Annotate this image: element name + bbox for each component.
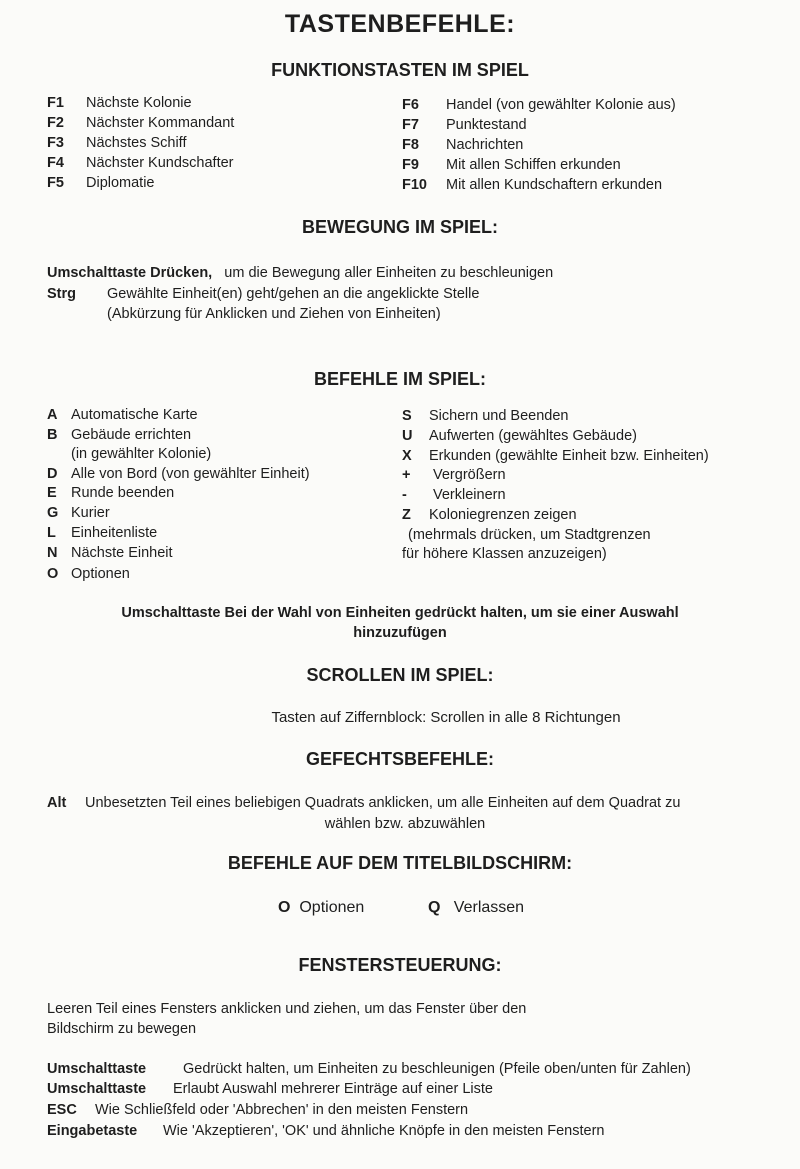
list-item [402, 448, 709, 464]
list-item [47, 1102, 468, 1118]
list-item [402, 137, 523, 153]
key-description: Koloniegrenzen zeigen [429, 507, 577, 523]
movement-shift-row [47, 265, 553, 281]
list-item [47, 525, 157, 541]
key-label: Umschalttaste [47, 1061, 147, 1077]
key-label: F7 [402, 117, 419, 133]
key-label: F6 [402, 97, 419, 113]
key-description: Nächster Kommandant [86, 115, 235, 131]
key-label: Alt [47, 795, 67, 811]
key-description: Verlassen [453, 899, 525, 916]
key-label: S [402, 408, 412, 424]
key-label: F4 [47, 155, 64, 171]
list-item [402, 428, 637, 444]
key-description: Wie Schließfeld oder 'Abbrechen' in den meisten Fenstern [95, 1102, 469, 1118]
key-description: Nachrichten [446, 137, 524, 153]
key-label: Z [402, 507, 411, 523]
list-item [402, 507, 577, 523]
list-item [47, 115, 234, 131]
key-label: Umschalttaste [47, 1081, 147, 1097]
key-description: Erkunden (gewählte Einheit bzw. Einheiten) [429, 448, 709, 464]
key-label: U [402, 428, 413, 444]
list-item [47, 466, 310, 482]
list-item [47, 407, 198, 423]
list-item [47, 1123, 605, 1139]
key-description: Nächstes Schiff [86, 135, 187, 151]
key-label: ESC [47, 1102, 77, 1118]
combat-description-line-2: wählen bzw. abzuwählen [324, 816, 486, 832]
movement-heading: BEWEGUNG IM SPIEL: [301, 217, 498, 237]
list-item [47, 545, 173, 561]
list-item [402, 487, 506, 503]
key-description: Mit allen Schiffen erkunden [446, 157, 621, 173]
key-label: - [402, 487, 407, 503]
list-item [47, 446, 211, 462]
window-control-intro-line-2: Bildschirm zu bewegen [47, 1021, 197, 1037]
window-control-intro-line-1: Leeren Teil eines Fensters anklicken und ziehen, um das Fenster über den [47, 1001, 527, 1017]
key-label: A [47, 407, 58, 423]
window-control-heading: FENSTERSTEUERUNG: [298, 955, 502, 975]
key-label: B [47, 427, 58, 443]
key-description: (in gewählter Kolonie) [71, 446, 212, 462]
key-description: Runde beenden [71, 485, 175, 501]
combat-heading: GEFECHTSBEFEHLE: [305, 749, 494, 769]
combat-row [47, 795, 680, 811]
title-screen-option-q [428, 899, 524, 917]
title-screen-option-o [278, 899, 364, 917]
z-note-line-2: für höhere Klassen anzuzeigen) [402, 546, 607, 562]
key-description: Aufwerten (gewähltes Gebäude) [429, 428, 637, 444]
key-label: F3 [47, 135, 64, 151]
key-label: O [278, 899, 291, 916]
key-description: Alle von Bord (von gewählter Einheit) [71, 466, 310, 482]
shift-select-note-line-2: hinzuzufügen [353, 625, 447, 641]
key-description: Kurier [71, 505, 110, 521]
key-label: Q [428, 899, 441, 916]
key-label: N [47, 545, 58, 561]
key-description: Diplomatie [86, 175, 155, 191]
key-description: Optionen [71, 566, 130, 582]
key-description: Vergrößern [433, 467, 506, 483]
function-keys-heading: FUNKTIONSTASTEN IM SPIEL [271, 60, 529, 80]
movement-ctrl-row [47, 286, 479, 302]
key-label: F9 [402, 157, 419, 173]
key-label: O [47, 566, 59, 582]
list-item [47, 485, 174, 501]
movement-ctrl-note: (Abkürzung für Anklicken und Ziehen von Einheiten) [107, 306, 441, 322]
key-description: Nächste Einheit [71, 545, 173, 561]
shift-select-note-line-1: Umschalttaste Bei der Wahl von Einheiten gedrückt halten, um sie einer Auswahl [121, 605, 679, 621]
title-screen-heading: BEFEHLE AUF DEM TITELBILDSCHIRM: [227, 853, 573, 873]
list-item [402, 157, 621, 173]
key-description: Punktestand [446, 117, 527, 133]
key-description: Erlaubt Auswahl mehrerer Einträge auf einer Liste [173, 1081, 493, 1097]
game-commands-heading: BEFEHLE IM SPIEL: [313, 369, 486, 389]
key-description: Einheitenliste [71, 525, 158, 541]
list-item [47, 427, 191, 443]
key-description: Unbesetzten Teil eines beliebigen Quadrats anklicken, um alle Einheiten auf dem Quadrat zu [85, 795, 681, 811]
list-item [47, 175, 155, 191]
scrolling-text: Tasten auf Ziffernblock: Scrollen in alle 8 Richtungen [271, 709, 621, 726]
key-label: F5 [47, 175, 64, 191]
key-description: Wie 'Akzeptieren', 'OK' und ähnliche Knöpfe in den meisten Fenstern [163, 1123, 605, 1139]
key-description: Gedrückt halten, um Einheiten zu beschleunigen (Pfeile oben/unten für Zahlen) [183, 1061, 691, 1077]
list-item [47, 505, 110, 521]
page-title: TASTENBEFEHLE: [284, 10, 516, 38]
key-label: G [47, 505, 59, 521]
key-label: Eingabetaste [47, 1123, 138, 1139]
key-label: X [402, 448, 412, 464]
key-description: Nächster Kundschafter [86, 155, 234, 171]
key-description: Sichern und Beenden [429, 408, 569, 424]
key-label: F2 [47, 115, 64, 131]
scrolling-heading: SCROLLEN IM SPIEL: [306, 665, 494, 685]
key-label: F10 [402, 177, 427, 193]
list-item [47, 1061, 691, 1077]
key-label: F8 [402, 137, 419, 153]
list-item [47, 155, 234, 171]
key-description: Handel (von gewählter Kolonie aus) [446, 97, 676, 113]
key-description: um die Bewegung aller Einheiten zu beschleunigen [224, 265, 554, 281]
key-description: Automatische Karte [71, 407, 198, 423]
key-label: E [47, 485, 57, 501]
key-description: Optionen [299, 899, 365, 916]
key-label: Strg [47, 286, 76, 302]
list-item [47, 566, 130, 582]
list-item [402, 467, 506, 483]
list-item [47, 135, 186, 151]
list-item [47, 95, 192, 111]
list-item [47, 1081, 493, 1097]
list-item [402, 97, 676, 113]
key-label: L [47, 525, 56, 541]
key-description: Nächste Kolonie [86, 95, 192, 111]
key-label: Umschalttaste Drücken, [47, 265, 213, 281]
key-label: F1 [47, 95, 64, 111]
key-description: Gewählte Einheit(en) geht/gehen an die angeklickte Stelle [107, 286, 480, 302]
list-item [402, 177, 662, 193]
key-description: Mit allen Kundschaftern erkunden [446, 177, 663, 193]
key-description: Gebäude errichten [71, 427, 192, 443]
key-label: D [47, 466, 58, 482]
z-note-line-1: (mehrmals drücken, um Stadtgrenzen [408, 527, 651, 543]
list-item [402, 117, 527, 133]
key-label: + [402, 467, 411, 483]
key-description: Verkleinern [433, 487, 506, 503]
list-item [402, 408, 568, 424]
